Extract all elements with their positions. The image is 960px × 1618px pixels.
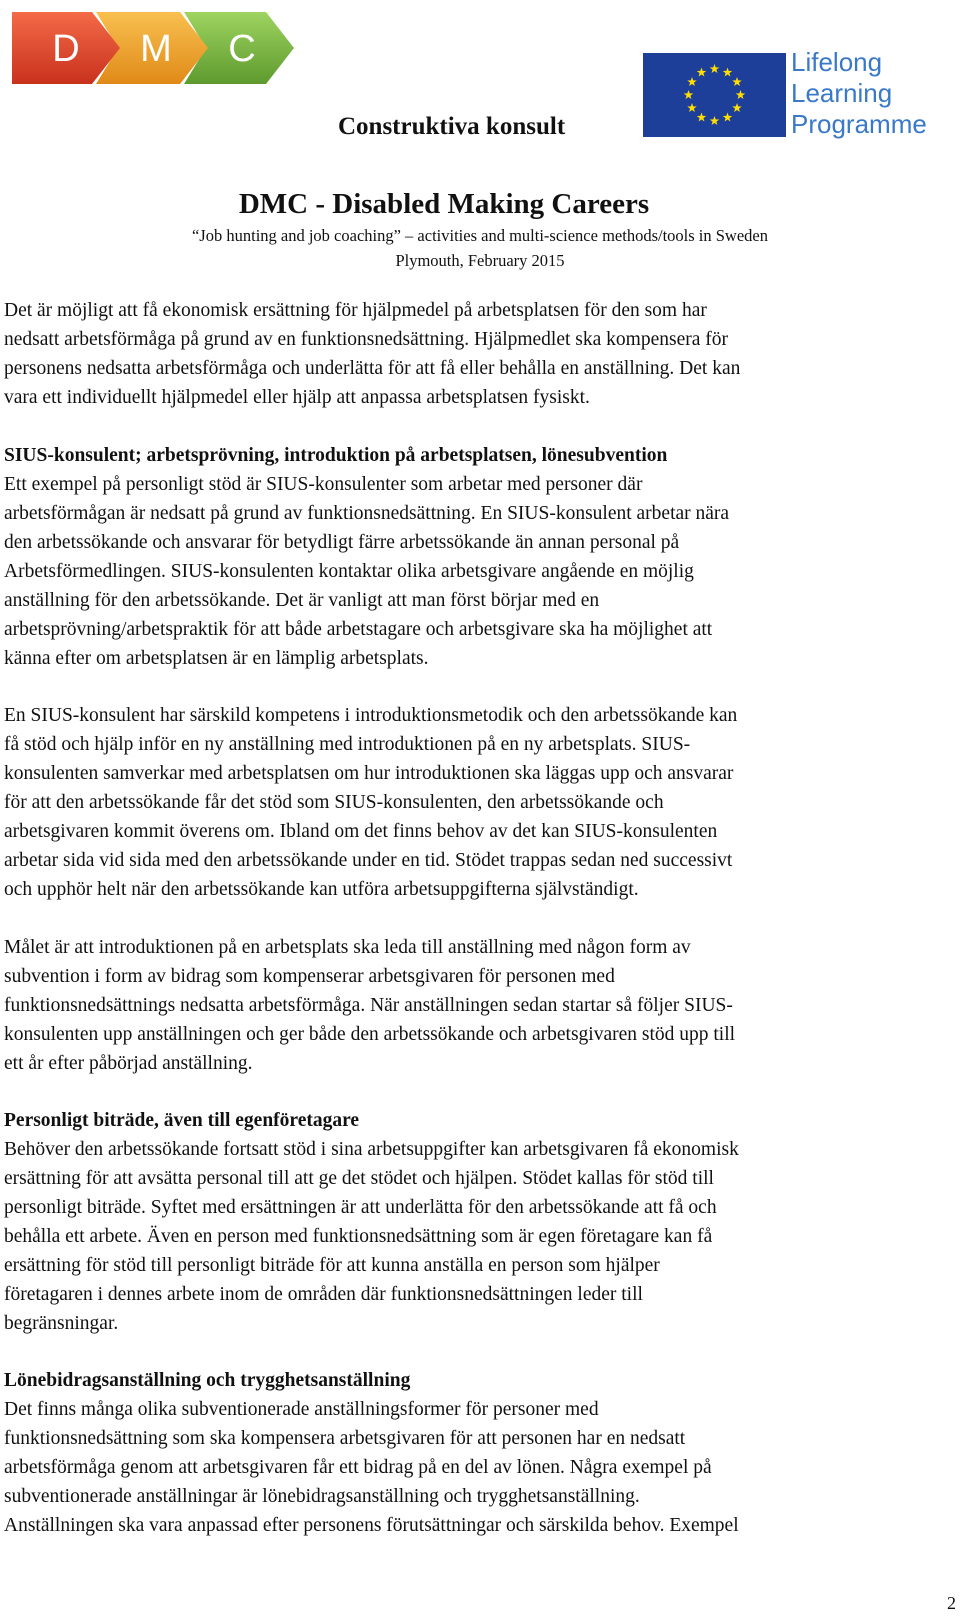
text-line: arbetsförmåga genom att arbetsgivaren får ett bidrag på en del av lönen. Några exempel på: [4, 1457, 712, 1478]
text-line: den arbetssökande och ansvarar för betydligt färre arbetssökande än annan personal på: [4, 532, 680, 553]
text-line: Arbetsförmedlingen. SIUS-konsulenten kontaktar olika arbetsgivare angående en möjlig: [4, 561, 694, 582]
sius-section-p2: [4, 701, 954, 904]
text-line: arbetar sida vid sida med den arbetssökande under en tid. Stödet trappas sedan ned successivt: [4, 850, 733, 871]
logo-letter-c: C: [228, 28, 256, 70]
logo-line-learning: Learning: [791, 78, 893, 108]
text-line: Ett exempel på personligt stöd är SIUS-konsulenter som arbetar med personer där: [4, 474, 643, 495]
text-line: känna efter om arbetsplatsen är en lämplig arbetsplats.: [4, 648, 429, 669]
text-line: begränsningar.: [4, 1313, 119, 1334]
text-line: subventionerade anställningar är lönebidragsanställning och trygghetsanställning.: [4, 1486, 640, 1507]
page-number: 2: [947, 1593, 956, 1613]
text-line: ersättning för stöd till personligt biträde för att kunna anställa en person som hjälper: [4, 1255, 660, 1276]
text-line: personligt biträde. Syftet med ersättningen är att underlätta för den arbetssökande att få och: [4, 1197, 717, 1218]
text-line: Det är möjligt att få ekonomisk ersättning för hjälpmedel på arbetsplatsen för den som har: [4, 300, 707, 321]
text-line: anställning för den arbetssökande. Det är vanligt att man först börjar med en: [4, 590, 600, 611]
text-line: arbetsgivaren kommit överens om. Ibland om det finns behov av det kan SIUS-konsulenten: [4, 821, 718, 842]
text-line: personens nedsatta arbetsförmåga och underlätta för att få eller behålla en anställning. Det kan: [4, 358, 741, 379]
text-line: ersättning för att avsätta personal till att ge det stödet och hjälpen. Stödet kallas för stöd till: [4, 1168, 714, 1189]
text-line: arbetsförmågan är nedsatt på grund av funktionsnedsättning. En SIUS-konsulent arbetar nära: [4, 503, 730, 524]
text-line: nedsatt arbetsförmåga på grund av en funktionsnedsättning. Hjälpmedlet ska kompensera för: [4, 329, 728, 350]
text-line: konsulenten samverkar med arbetsplatsen om hur introduktionen ska läggas upp och ansvarar: [4, 763, 734, 784]
sius-section-p1: [4, 441, 954, 673]
text-line: subvention i form av bidrag som kompenserar arbetsgivaren för personen med: [4, 966, 615, 987]
eu-flag-icon: [643, 53, 786, 137]
text-line: Behöver den arbetssökande fortsatt stöd i sina arbetsuppgifter kan arbetsgivaren få ekonomisk: [4, 1139, 739, 1160]
logo-letter-d: D: [52, 28, 80, 70]
text-line: behålla ett arbete. Även en person med funktionsnedsättning som är egen företagare kan få: [4, 1226, 713, 1247]
sius-section-p3: [4, 933, 954, 1078]
assistant-section: [4, 1106, 954, 1338]
subsidy-section: [4, 1366, 954, 1540]
logo-letter-m: M: [140, 28, 172, 70]
text-line: konsulenten upp anställningen och ger både den arbetssökande och arbetsgivaren stöd upp till: [4, 1024, 736, 1045]
dmc-logo: [8, 6, 298, 92]
subsidy-heading: Lönebidragsanställning och trygghetsanställning: [4, 1370, 411, 1391]
text-line: funktionsnedsättnings nedsatta arbetsförmåga. När anställningen sedan startar så följer SIUS-: [4, 995, 733, 1016]
company-name: Construktiva konsult: [338, 113, 566, 140]
text-line: för att den arbetssökande får det stöd som SIUS-konsulenten, den arbetssökande och: [4, 792, 664, 813]
intro-paragraph: [4, 296, 954, 412]
lifelong-learning-logo: [643, 47, 949, 143]
logo-line-programme: Programme: [791, 109, 927, 139]
text-line: Anställningen ska vara anpassad efter personens förutsättningar och särskilda behov. Exempel: [4, 1515, 739, 1536]
text-line: ett år efter påbörjad anställning.: [4, 1053, 253, 1074]
assistant-heading: Personligt biträde, även till egenföretagare: [4, 1110, 360, 1131]
text-line: Målet är att introduktionen på en arbetsplats ska leda till anställning med någon form av: [4, 937, 691, 958]
text-line: företagaren i dennes arbete inom de områden där funktionsnedsättningen leder till: [4, 1284, 643, 1305]
sius-heading: SIUS-konsulent; arbetsprövning, introduktion på arbetsplatsen, lönesubvention: [4, 445, 668, 466]
text-line: vara ett individuellt hjälpmedel eller hjälp att anpassa arbetsplatsen fysiskt.: [4, 387, 590, 408]
text-line: Det finns många olika subventionerade anställningsformer för personer med: [4, 1399, 599, 1420]
document-title: DMC - Disabled Making Careers: [238, 188, 650, 220]
document-subtitle: “Job hunting and job coaching” – activities and multi-science methods/tools in Sweden: [191, 226, 768, 245]
text-line: funktionsnedsättning som ska kompensera arbetsgivaren för att personen har en nedsatt: [4, 1428, 686, 1449]
text-line: få stöd och hjälp inför en ny anställning med introduktionen på en ny arbetsplats. SIUS-: [4, 734, 691, 755]
text-line: En SIUS-konsulent har särskild kompetens i introduktionsmetodik och den arbetssökande kan: [4, 705, 738, 726]
text-line: och upphör helt när den arbetssökande kan utföra arbetsuppgifterna självständigt.: [4, 879, 639, 900]
document-dateline: Plymouth, February 2015: [395, 251, 565, 270]
logo-line-lifelong: Lifelong: [791, 47, 883, 77]
text-line: arbetsprövning/arbetspraktik för att både arbetstagare och arbetsgivare ska ha möjlighet att: [4, 619, 713, 640]
